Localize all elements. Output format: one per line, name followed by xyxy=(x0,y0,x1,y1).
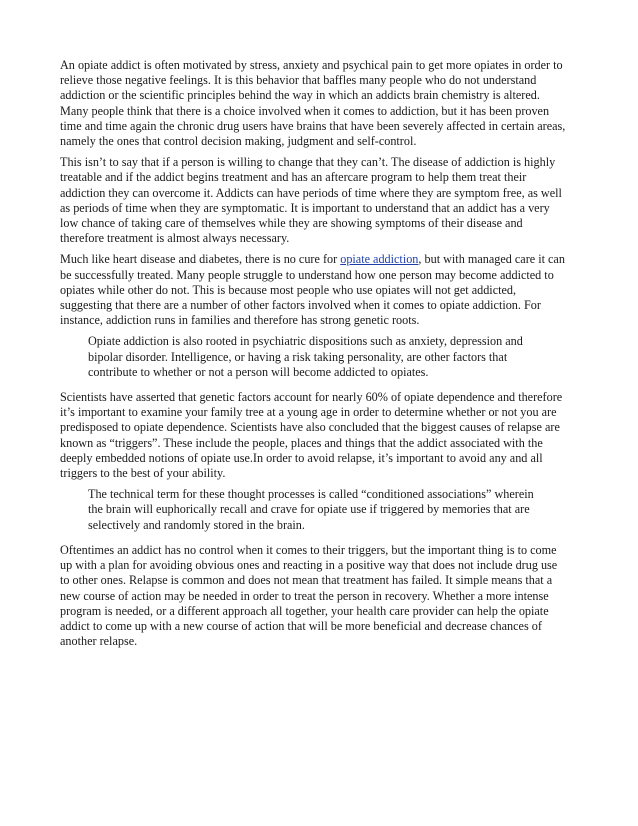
text-line: as periods of time when they are symptomatic. It is important to understand that an addict has a very xyxy=(60,200,550,215)
paragraph-3 xyxy=(60,252,583,328)
text-line: Opiate addiction is also rooted in psychiatric dispositions such as anxiety, depression and xyxy=(88,334,523,349)
text-line: therefore treatment is almost always necessary. xyxy=(60,231,290,246)
text-line: This isn’t to say that if a person is willing to change that they can’t. The disease of addiction is highly xyxy=(60,155,556,170)
text-line: Oftentimes an addict has no control when it comes to their triggers, but the important thing is to come xyxy=(60,542,557,557)
text-line: up with a plan for avoiding obvious ones and reacting in a positive way that does not include drug use xyxy=(60,558,558,573)
block-quote-2 xyxy=(88,487,583,533)
text-line: suggesting that there are a number of other factors involved when it comes to opiate addiction. For xyxy=(60,298,541,313)
paragraph-2 xyxy=(60,155,583,246)
paragraph-4 xyxy=(60,390,583,481)
text-segment: Much like heart disease and diabetes, there is no cure for xyxy=(60,252,341,267)
text-line xyxy=(60,252,583,267)
text-line: Many people think that there is a choice involved when it comes to addiction, but it has been proven xyxy=(60,103,550,118)
text-line: namely the ones that control decision making, judgment and self-control. xyxy=(60,134,417,149)
text-line: it’s important to examine your family tree at a young age in order to determine whether or not you are xyxy=(60,405,557,420)
text-line: addict to come up with a new course of action that will be more beneficial and decrease chances of xyxy=(60,618,542,633)
text-line: deeply embedded notions of opiate use.In order to avoid relapse, it’s important to avoid any and all xyxy=(60,450,543,465)
text-line: known as “triggers”. These include the people, places and things that the addict associated with the xyxy=(60,435,543,450)
text-line: contribute to whether or not a person will become addicted to opiates. xyxy=(88,364,429,379)
text-line: triggers to the best of your ability. xyxy=(60,466,226,481)
text-line: be successfully treated. Many people struggle to understand how one person may become addicted to xyxy=(60,267,554,282)
text-line: addiction or the scientific principles behind the way in which an addicts brain chemistry is altered. xyxy=(60,88,540,103)
text-line: the brain will euphorically recall and crave for opiate use if triggered by memories that are xyxy=(88,502,530,517)
paragraph-5 xyxy=(60,543,583,649)
text-line: predisposed to opiate dependence. Scientists have also concluded that the biggest causes of relapse are xyxy=(60,420,560,435)
opiate-addiction-link[interactable]: opiate addiction xyxy=(340,252,419,267)
text-line: The technical term for these thought processes is called “conditioned associations” wherein xyxy=(88,487,534,502)
text-line: opiates while other do not. This is because most people who use opiates will not get addicted, xyxy=(60,282,517,297)
text-line: bipolar disorder. Intelligence, or having a risk taking personality, are other factors that xyxy=(88,349,508,364)
text-line: program is needed, or a different approach all together, your health care provider can help the opiate xyxy=(60,603,549,618)
text-line: relieve those negative feelings. It is this behavior that baffles many people who do not understand xyxy=(60,73,537,88)
text-line: to other ones. Relapse is common and does not mean that treatment has failed. It simple means that a xyxy=(60,573,553,588)
text-line: Scientists have asserted that genetic factors account for nearly 60% of opiate dependence and therefore xyxy=(60,390,563,405)
block-quote-1 xyxy=(88,334,583,380)
text-line: low chance of taking care of themselves while they are showing symptoms of their disease and xyxy=(60,216,523,231)
text-line: An opiate addict is often motivated by stress, anxiety and psychical pain to get more opiates in order to xyxy=(60,58,563,72)
text-line: selectively and randomly stored in the brain. xyxy=(88,517,305,532)
text-segment: , but with managed care it can xyxy=(418,252,565,267)
text-line: addiction they can overcome it. Addicts can have periods of time where they are symptom free, as well xyxy=(60,185,562,200)
text-line: instance, addiction runs in families and therefore has strong genetic roots. xyxy=(60,313,420,328)
text-line: new course of action may be needed in order to treat the person in recovery. Whether a more intense xyxy=(60,588,549,603)
paragraph-1 xyxy=(60,58,583,149)
text-line: another relapse. xyxy=(60,634,138,649)
text-line: time and time again the chronic drug users have brains that have been severely affected in certain areas, xyxy=(60,118,566,133)
text-line: treatable and if the addict begins treatment and has an aftercare program to help them treat their xyxy=(60,170,527,185)
